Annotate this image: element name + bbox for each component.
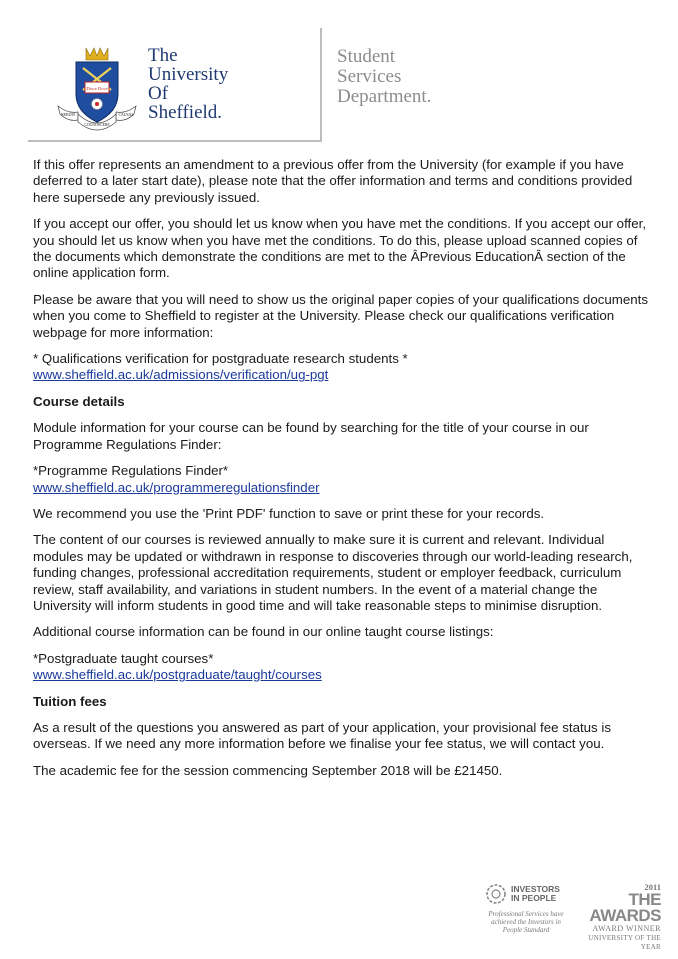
awards-year: 2011	[644, 882, 661, 892]
course-content-paragraph: The content of our courses is reviewed annually to make sure it is current and relevant. Individual modules may be updated or withdrawn in response to discoveries through our world-leading research, funding changes, professional accreditation requirements, student or employer feedback, curriculum review, staff availability, and variations in student numbers. In the event of a material change the University will inform students in good time and will take reasonable steps to minimise disruption.	[33, 532, 633, 613]
course-details-heading: Course details	[33, 393, 125, 409]
taught-courses-link[interactable]: www.sheffield.ac.uk/postgraduate/taught/courses	[33, 667, 322, 683]
accept-offer-paragraph: If you accept our offer, you should let us know when you have met the conditions. If you accept our offer, you should let us know when you have met the conditions. To do this, please upload scanned copies of the documents which demonstrate the conditions are met to the ÂPrevious EducationÂ section of the online application form.	[33, 216, 647, 281]
iip-line2: IN PEOPLE	[511, 893, 557, 903]
university-name-line: University	[148, 64, 229, 85]
letter-header	[0, 0, 678, 150]
awards-university-of-year: UNIVERSITY OF THE YEAR	[588, 934, 661, 951]
department-name	[337, 47, 431, 107]
iip-line1: INVESTORS	[511, 884, 560, 894]
verification-block	[33, 351, 649, 384]
iip-note: Professional Services have achieved the Investors in People Standard	[488, 910, 564, 934]
verification-link[interactable]: www.sheffield.ac.uk/admissions/verification/ug-pgt	[33, 367, 329, 383]
print-pdf-paragraph: We recommend you use the 'Print PDF' function to save or print these for your records.	[33, 505, 545, 521]
amendment-paragraph: If this offer represents an amendment to a previous offer from the University (for example if you have deferred to a later start date), please note that the offer information and terms and conditions provided here supersede any previously issued.	[33, 157, 633, 205]
department-name-line: Department.	[337, 86, 432, 107]
additional-info-paragraph: Additional course information can be found in our online taught course listings:	[33, 624, 494, 640]
awards-winner: AWARD WINNER	[592, 924, 661, 933]
regulations-label: *Programme Regulations Finder*	[33, 463, 229, 479]
verification-label: * Qualifications verification for postgraduate research students *	[33, 351, 408, 367]
regulations-block	[33, 463, 649, 496]
crest-motto-mid: COGNOSCERE	[84, 123, 110, 127]
academic-fee-paragraph: The academic fee for the session commencing September 2018 will be £21450.	[33, 762, 503, 778]
university-name	[148, 46, 228, 122]
university-name-line: Sheffield.	[148, 102, 223, 123]
letter-body	[33, 157, 649, 789]
department-name-line: Services	[337, 66, 402, 87]
awards-badge	[571, 883, 661, 952]
university-crest-icon	[56, 42, 138, 132]
taught-courses-block	[33, 651, 649, 684]
regulations-finder-link[interactable]: www.sheffield.ac.uk/programmeregulationsfinder	[33, 479, 320, 495]
taught-courses-label: *Postgraduate taught courses*	[33, 650, 214, 666]
crest-motto-left: RERUM	[61, 113, 75, 117]
investors-in-people-badge	[485, 883, 565, 934]
university-name-line: Of	[148, 83, 169, 104]
footer-accreditations	[485, 883, 660, 953]
crest-motto-right: CAUSAS	[118, 113, 134, 117]
original-documents-paragraph: Please be aware that you will need to show us the original paper copies of your qualifications documents when you come to Sheffield to register at the University. Please check our qualifications verification webpage for more information:	[33, 291, 648, 340]
awards-title: THE AWARDS	[589, 890, 661, 925]
fee-status-paragraph: As a result of the questions you answered as part of your application, your provisional fee status is overseas. If we need any more information before we finalise your fee status, we will contact you.	[33, 719, 611, 752]
department-name-line: Student	[337, 46, 396, 67]
university-name-line: The	[148, 45, 178, 66]
tuition-fees-heading: Tuition fees	[33, 693, 107, 709]
module-info-paragraph: Module information for your course can be found by searching for the title of your course in our Programme Regulations Finder:	[33, 420, 589, 452]
investors-in-people-icon	[485, 883, 507, 905]
university-logo-block	[28, 28, 322, 142]
crest-book-text: Disce Doce	[86, 86, 108, 91]
